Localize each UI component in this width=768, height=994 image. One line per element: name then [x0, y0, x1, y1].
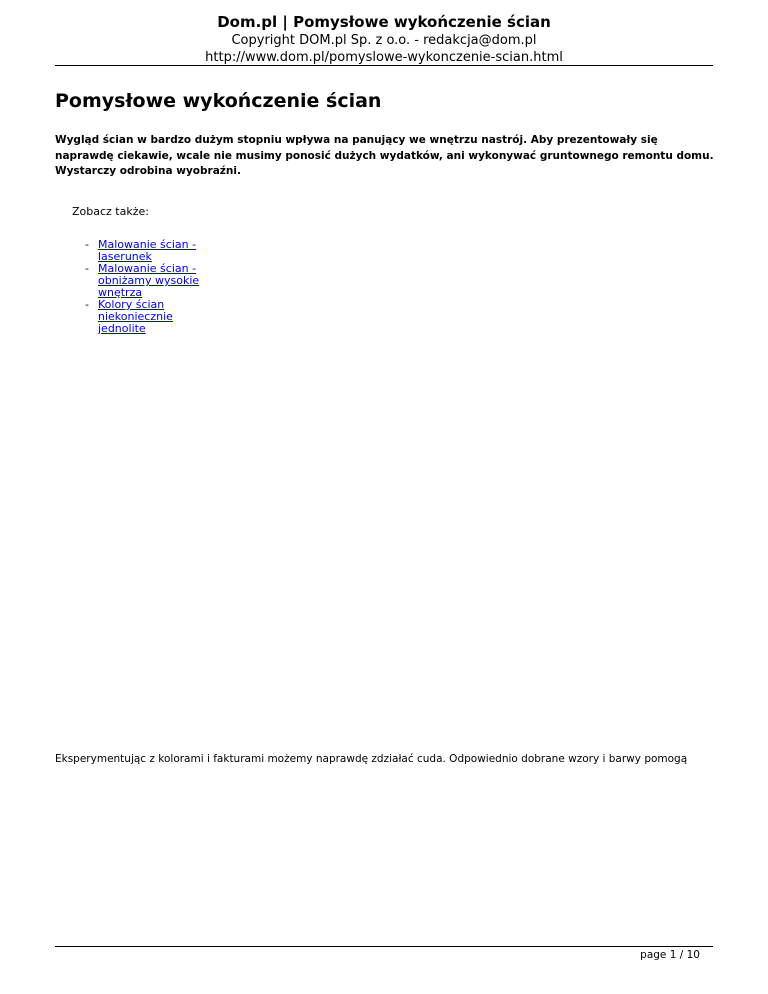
- see-also-list: [72, 239, 272, 335]
- list-dash: -: [85, 262, 89, 275]
- footer-divider: [55, 946, 713, 947]
- see-also-item: [85, 263, 218, 299]
- list-dash: -: [85, 238, 89, 251]
- related-link-obnizamy[interactable]: Malowanie ścian - obniżamy wysokie wnętrza: [98, 262, 200, 299]
- see-also-label: Zobacz także:: [72, 205, 149, 218]
- see-also-item: [85, 239, 218, 263]
- header-divider: [55, 65, 713, 66]
- see-also-box: [72, 205, 272, 335]
- page-number: page 1 / 10: [640, 949, 700, 961]
- see-also-item: [85, 299, 218, 335]
- article-title: Pomysłowe wykończenie ścian: [55, 90, 382, 112]
- article-lead: Wygląd ścian w bardzo dużym stopniu wpływa na panujący we wnętrzu nastrój. Aby prezentowały się naprawdę ciekawie, wcale nie musimy ponosić dużych wydatków, ani wykonywać gruntownego remontu domu. Wystarczy odrobina wyobraźni.: [55, 134, 714, 177]
- related-link-laserunek[interactable]: Malowanie ścian - laserunek: [98, 238, 197, 263]
- list-dash: -: [85, 298, 89, 311]
- article-body: Eksperymentując z kolorami i fakturami możemy naprawdę zdziałać cuda. Odpowiednio dobrane wzory i barwy pomogą: [55, 753, 688, 765]
- site-title: Dom.pl | Pomysłowe wykończenie ścian: [217, 13, 551, 31]
- copyright-line: Copyright DOM.pl Sp. z o.o. - redakcja@dom.pl: [231, 33, 537, 48]
- source-url: http://www.dom.pl/pomyslowe-wykonczenie-scian.html: [205, 50, 563, 65]
- related-link-kolory[interactable]: Kolory ścian niekoniecznie jednolite: [98, 298, 173, 335]
- page-header: [55, 12, 713, 66]
